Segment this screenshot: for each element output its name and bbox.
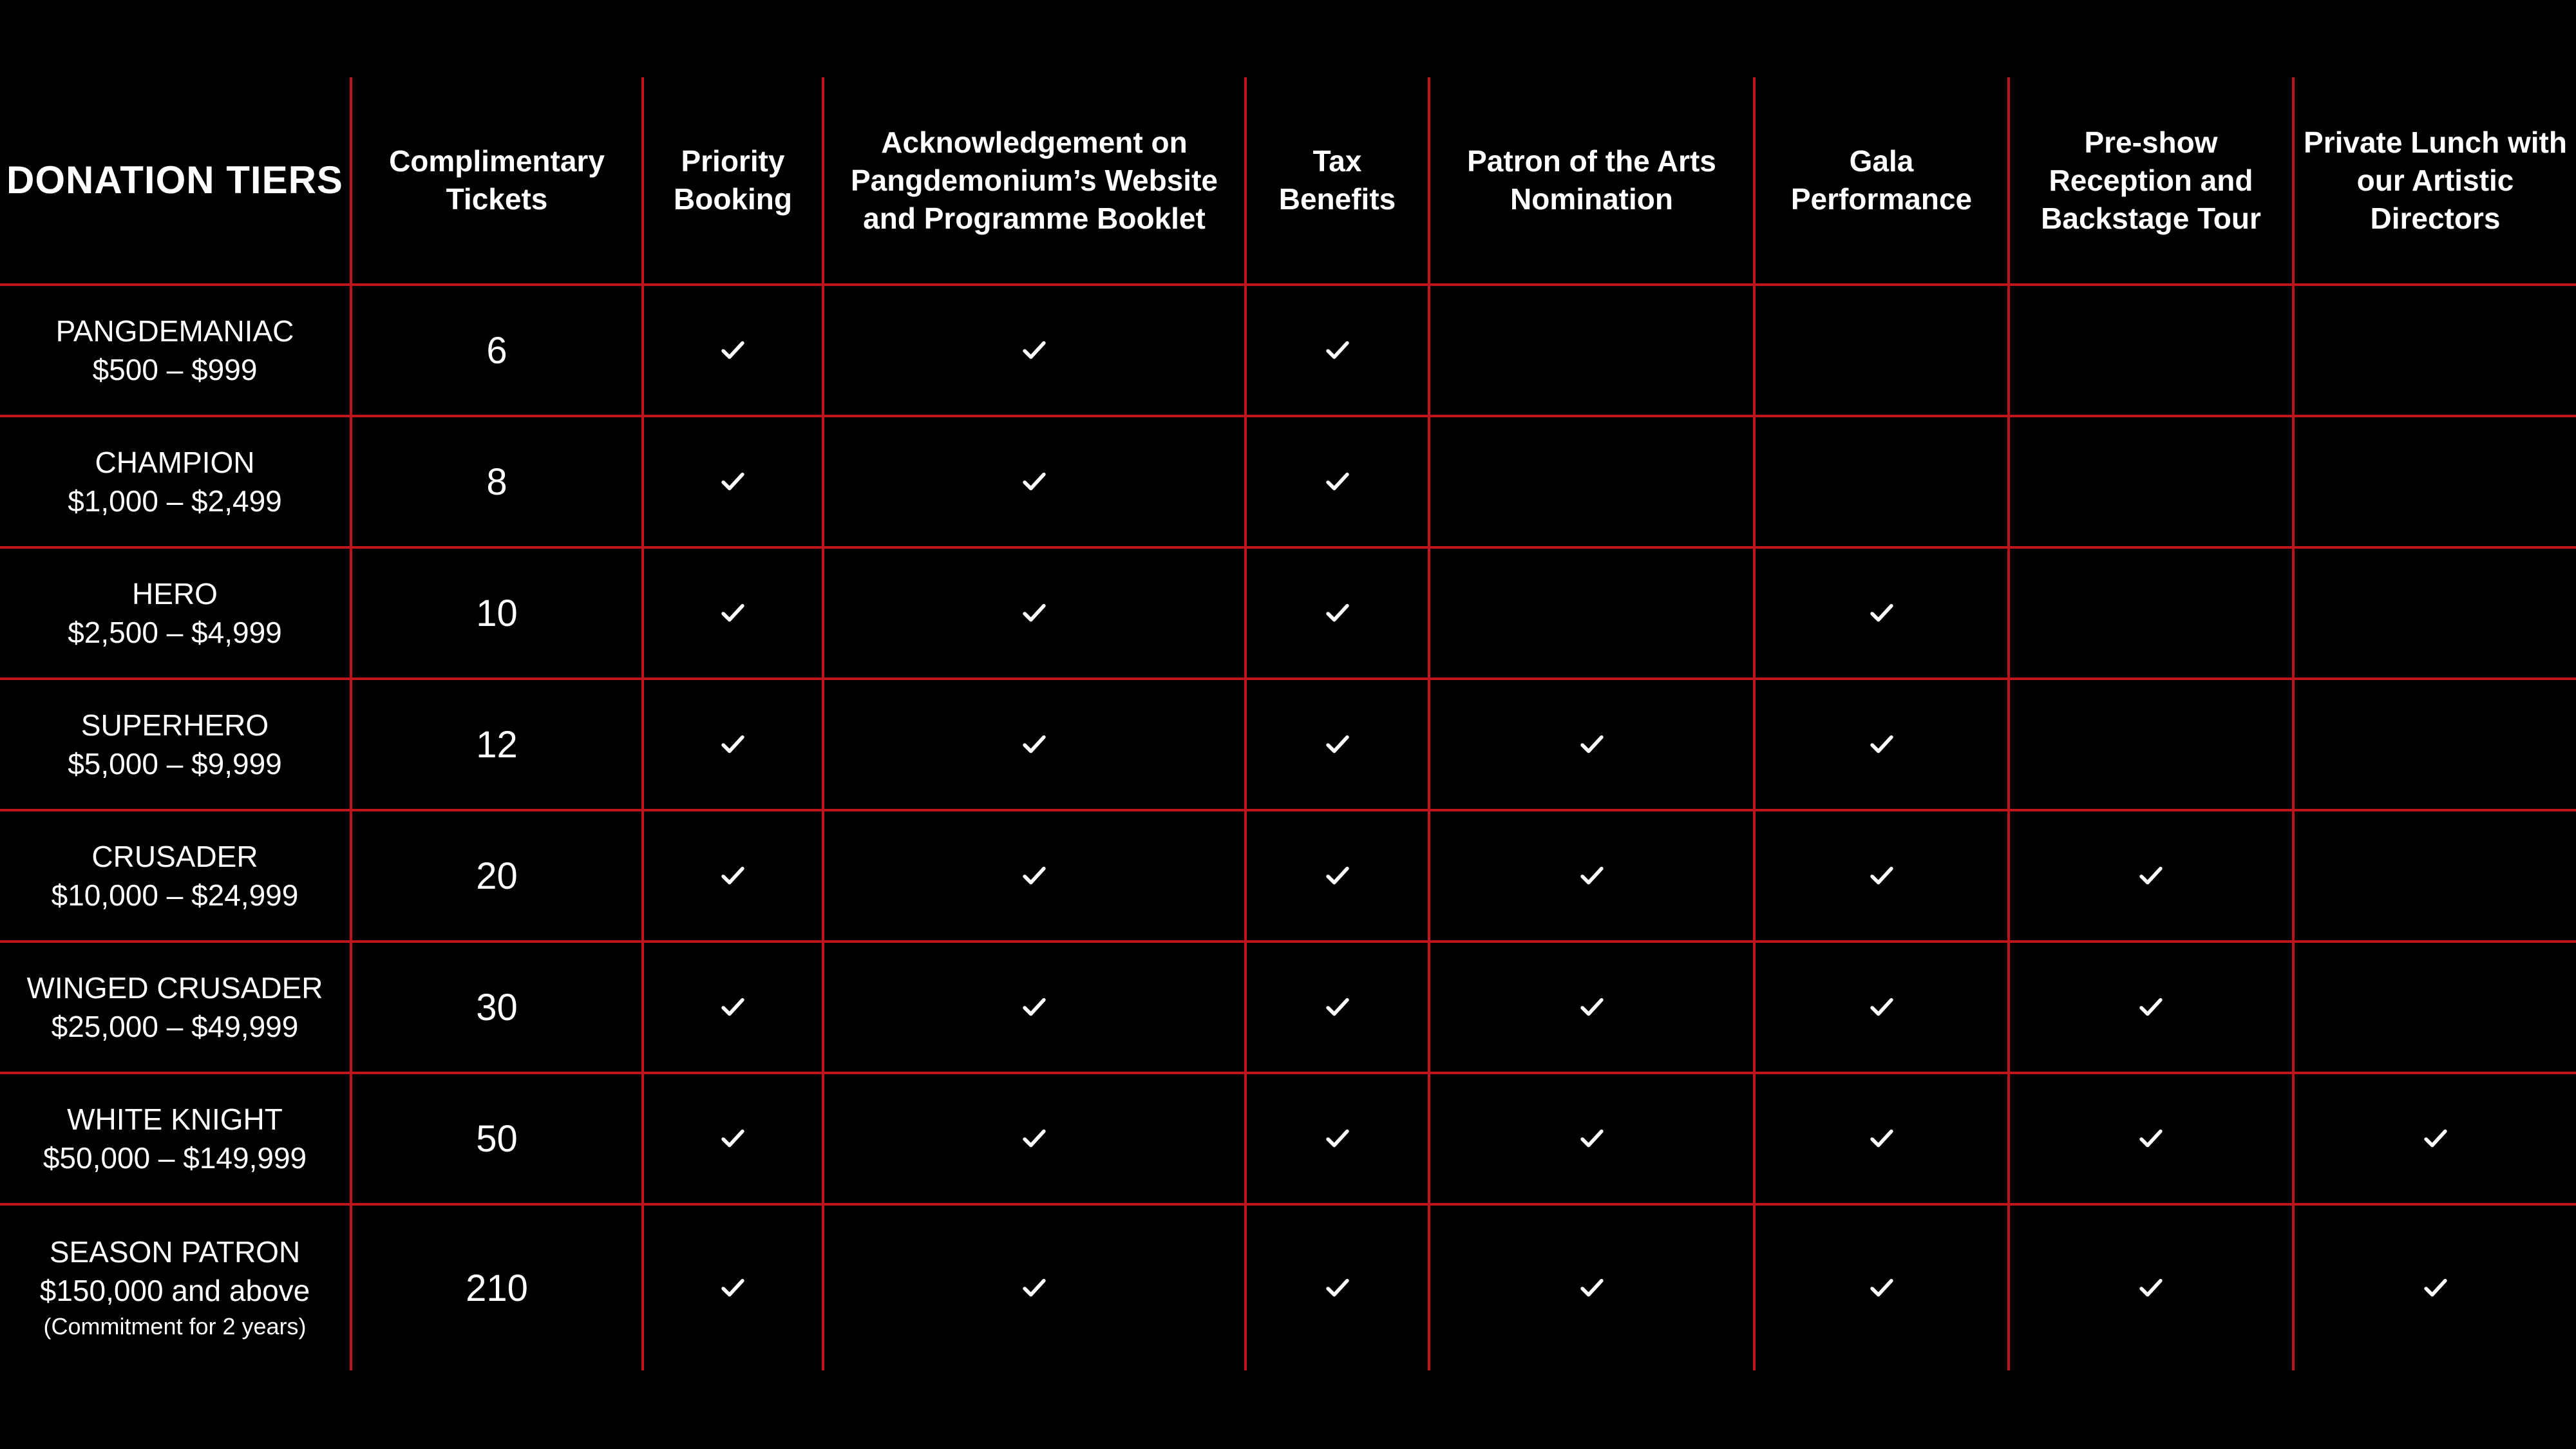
check-icon — [719, 1125, 746, 1152]
benefit-cell — [823, 1204, 1245, 1370]
tier-name: SEASON PATRON — [49, 1235, 301, 1269]
tier-row — [0, 1204, 2576, 1370]
check-icon — [1021, 1125, 1048, 1152]
benefit-cell — [1754, 285, 2009, 416]
tier-range: $25,000 – $49,999 — [51, 1010, 299, 1043]
benefit-cell — [1245, 942, 1429, 1073]
tier-row — [0, 285, 2576, 416]
tier-cell — [0, 416, 351, 547]
benefit-cell — [1754, 679, 2009, 810]
check-icon — [1868, 600, 1895, 627]
benefit-cell — [823, 1073, 1245, 1204]
check-icon — [1021, 468, 1048, 495]
benefit-cell — [1429, 1204, 1754, 1370]
benefit-cell — [1429, 679, 1754, 810]
tier-cell — [0, 1204, 351, 1370]
complimentary-tickets-value: 10 — [351, 547, 643, 679]
check-icon — [1868, 731, 1895, 758]
benefit-cell — [2293, 942, 2576, 1073]
complimentary-tickets-value: 8 — [351, 416, 643, 547]
benefit-cell — [1429, 547, 1754, 679]
benefit-cell — [823, 416, 1245, 547]
benefit-cell — [823, 810, 1245, 942]
benefit-cell — [823, 547, 1245, 679]
benefit-cell — [2293, 1204, 2576, 1370]
benefit-cell — [2009, 547, 2293, 679]
check-icon — [2422, 1125, 2449, 1152]
benefit-cell — [2009, 1073, 2293, 1204]
tier-cell — [0, 1073, 351, 1204]
check-icon — [1578, 994, 1605, 1021]
check-icon — [1868, 862, 1895, 889]
tier-name: HERO — [132, 577, 218, 611]
benefit-cell — [1245, 416, 1429, 547]
check-icon — [1868, 994, 1895, 1021]
column-header-complimentary-tickets: Complimentary Tickets — [351, 77, 643, 285]
benefit-cell — [1754, 1073, 2009, 1204]
benefit-cell — [1754, 416, 2009, 547]
column-header-tax-benefits: Tax Benefits — [1245, 77, 1429, 285]
check-icon — [1578, 1125, 1605, 1152]
column-header-private-lunch: Private Lunch with our Artistic Directors — [2293, 77, 2576, 285]
check-icon — [1021, 731, 1048, 758]
column-header-preshow-reception: Pre-show Reception and Backstage Tour — [2009, 77, 2293, 285]
check-icon — [719, 468, 746, 495]
check-icon — [719, 731, 746, 758]
check-icon — [2137, 862, 2164, 889]
check-icon — [1324, 337, 1351, 364]
check-icon — [1868, 1274, 1895, 1302]
check-icon — [1021, 1274, 1048, 1302]
tier-name: CHAMPION — [95, 446, 255, 479]
donation-tiers-header: DONATION TIERS — [0, 77, 351, 285]
complimentary-tickets-value: 20 — [351, 810, 643, 942]
check-icon — [1324, 600, 1351, 627]
tier-row — [0, 547, 2576, 679]
benefit-cell — [1429, 416, 1754, 547]
check-icon — [1324, 731, 1351, 758]
header-row — [0, 77, 2576, 285]
complimentary-tickets-value: 12 — [351, 679, 643, 810]
tier-row — [0, 810, 2576, 942]
check-icon — [719, 337, 746, 364]
benefit-cell — [1754, 942, 2009, 1073]
benefit-cell — [823, 285, 1245, 416]
check-icon — [719, 1274, 746, 1302]
check-icon — [1021, 337, 1048, 364]
tier-name: CRUSADER — [91, 840, 258, 873]
column-header-acknowledgement: Acknowledgement on Pangdemonium’s Website and Programme Booklet — [823, 77, 1245, 285]
tier-range: $500 – $999 — [92, 353, 258, 386]
tier-cell — [0, 547, 351, 679]
benefit-cell — [1754, 810, 2009, 942]
column-header-patron-nomination: Patron of the Arts Nomination — [1429, 77, 1754, 285]
tier-row — [0, 942, 2576, 1073]
benefit-cell — [823, 942, 1245, 1073]
column-header-priority-booking: Priority Booking — [643, 77, 823, 285]
benefit-cell — [1245, 547, 1429, 679]
benefit-cell — [2009, 285, 2293, 416]
benefit-cell — [1245, 285, 1429, 416]
benefit-cell — [1429, 810, 1754, 942]
benefit-cell — [643, 1073, 823, 1204]
check-icon — [719, 600, 746, 627]
check-icon — [2422, 1274, 2449, 1302]
tier-name: SUPERHERO — [80, 708, 269, 742]
tier-cell — [0, 679, 351, 810]
complimentary-tickets-value: 50 — [351, 1073, 643, 1204]
benefit-cell — [1245, 679, 1429, 810]
check-icon — [719, 862, 746, 889]
tier-row — [0, 1073, 2576, 1204]
complimentary-tickets-value: 210 — [351, 1204, 643, 1370]
tier-range: $5,000 – $9,999 — [68, 747, 282, 781]
check-icon — [1868, 1125, 1895, 1152]
benefit-cell — [643, 942, 823, 1073]
check-icon — [1324, 994, 1351, 1021]
tier-name: PANGDEMANIAC — [55, 314, 294, 348]
tier-range: $50,000 – $149,999 — [43, 1141, 307, 1175]
tier-cell — [0, 942, 351, 1073]
benefit-cell — [2009, 1204, 2293, 1370]
benefit-cell — [2293, 416, 2576, 547]
benefit-cell — [643, 810, 823, 942]
benefit-cell — [1245, 810, 1429, 942]
benefit-cell — [2009, 416, 2293, 547]
benefit-cell — [643, 416, 823, 547]
column-header-gala-performance: Gala Performance — [1754, 77, 2009, 285]
benefit-cell — [2009, 810, 2293, 942]
benefit-cell — [2293, 285, 2576, 416]
check-icon — [719, 994, 746, 1021]
tier-cell — [0, 285, 351, 416]
benefit-cell — [1245, 1073, 1429, 1204]
tier-name: WHITE KNIGHT — [67, 1103, 283, 1136]
benefit-cell — [2293, 679, 2576, 810]
benefit-cell — [1429, 942, 1754, 1073]
benefit-cell — [643, 679, 823, 810]
check-icon — [1578, 862, 1605, 889]
benefit-cell — [1754, 547, 2009, 679]
tier-name: WINGED CRUSADER — [26, 971, 323, 1005]
complimentary-tickets-value: 30 — [351, 942, 643, 1073]
check-icon — [1578, 731, 1605, 758]
check-icon — [1021, 862, 1048, 889]
tier-range: $2,500 – $4,999 — [68, 616, 282, 649]
check-icon — [2137, 1274, 2164, 1302]
tier-row — [0, 416, 2576, 547]
check-icon — [1324, 1125, 1351, 1152]
benefit-cell — [643, 547, 823, 679]
benefit-cell — [1245, 1204, 1429, 1370]
check-icon — [2137, 1125, 2164, 1152]
benefit-cell — [2293, 1073, 2576, 1204]
check-icon — [1021, 994, 1048, 1021]
benefit-cell — [2009, 679, 2293, 810]
benefit-cell — [1429, 1073, 1754, 1204]
benefit-cell — [1754, 1204, 2009, 1370]
tier-range: $10,000 – $24,999 — [51, 878, 299, 912]
benefit-cell — [2293, 547, 2576, 679]
benefit-cell — [2009, 942, 2293, 1073]
check-icon — [1578, 1274, 1605, 1302]
check-icon — [1324, 1274, 1351, 1302]
tier-rows — [0, 285, 2576, 1370]
tier-range: $150,000 and above — [39, 1274, 310, 1307]
donation-tiers-table — [0, 77, 2576, 1370]
tier-cell — [0, 810, 351, 942]
check-icon — [1021, 600, 1048, 627]
benefit-cell — [643, 1204, 823, 1370]
complimentary-tickets-value: 6 — [351, 285, 643, 416]
check-icon — [2137, 994, 2164, 1021]
benefit-cell — [823, 679, 1245, 810]
tier-row — [0, 679, 2576, 810]
tier-range: $1,000 – $2,499 — [68, 484, 282, 518]
check-icon — [1324, 862, 1351, 889]
benefit-cell — [2293, 810, 2576, 942]
benefit-cell — [1429, 285, 1754, 416]
tier-note: (Commitment for 2 years) — [43, 1313, 307, 1340]
benefit-cell — [643, 285, 823, 416]
check-icon — [1324, 468, 1351, 495]
